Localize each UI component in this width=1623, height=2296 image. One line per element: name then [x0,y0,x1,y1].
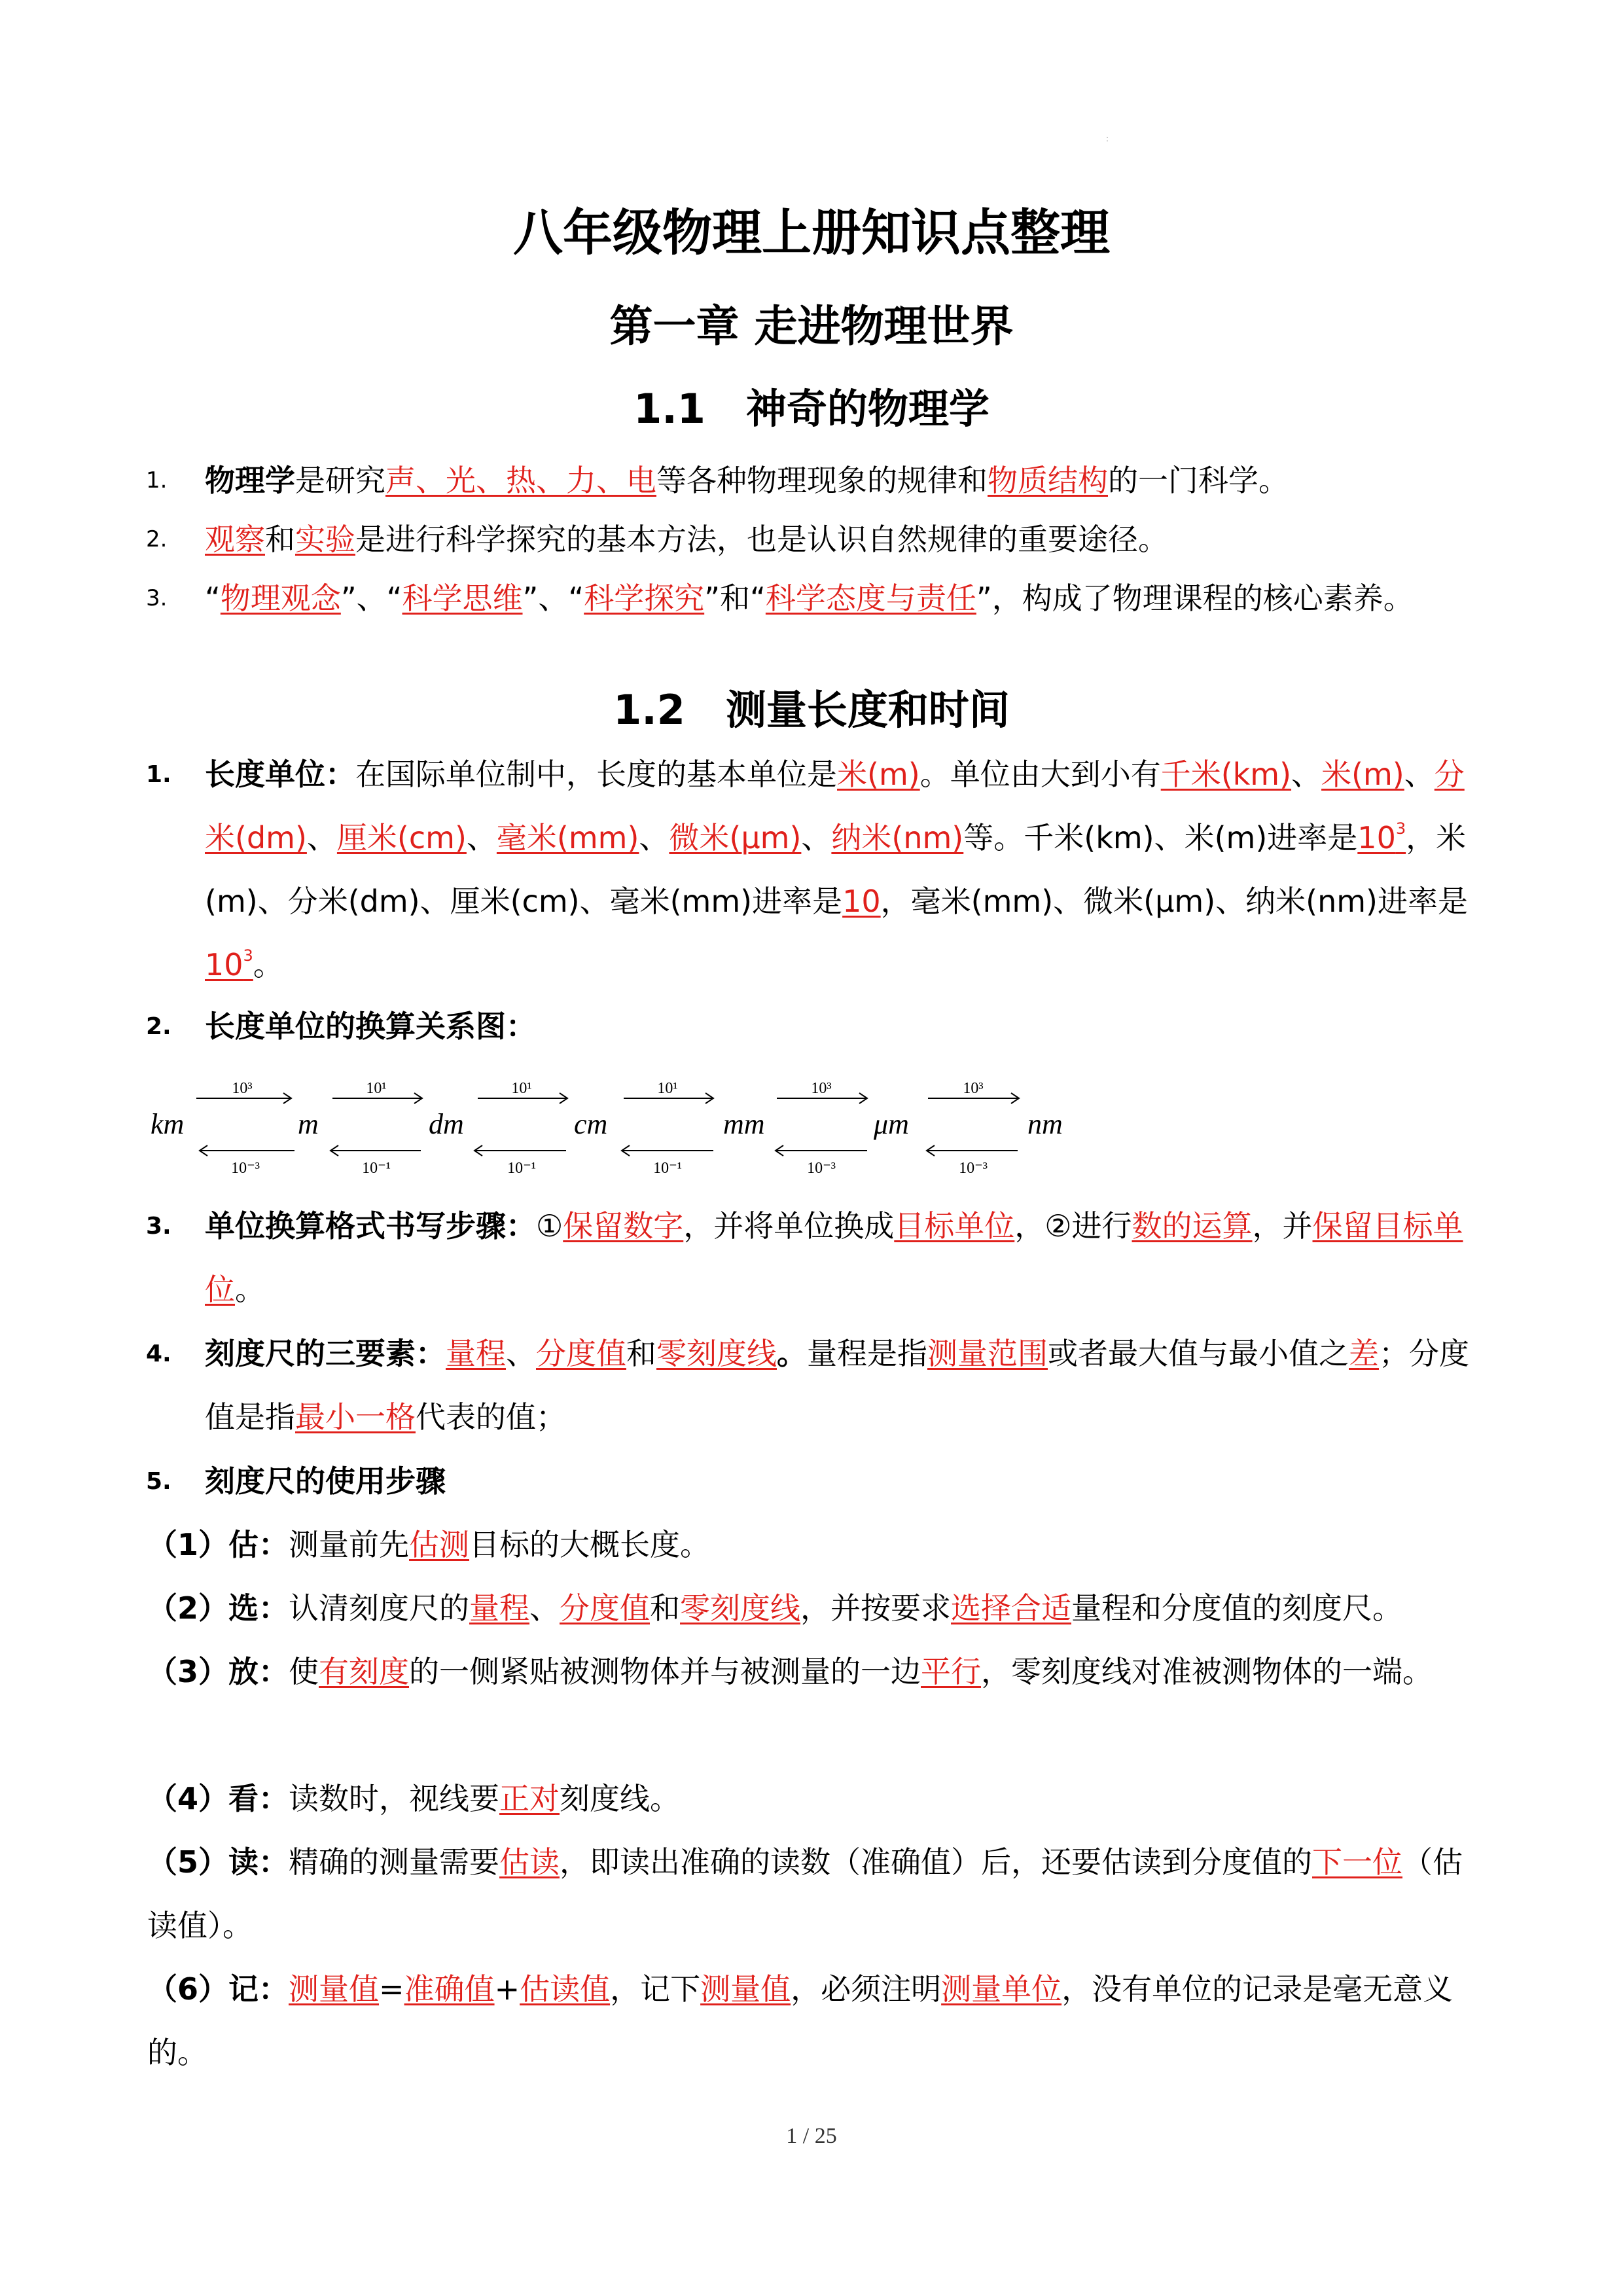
item-number: 2. [146,1013,171,1040]
item-number: 3. [146,585,168,611]
unit-conversion-diagram [147,1080,1129,1185]
page-number: 1 / 25 [786,2124,837,2148]
section-title-1-2: 1.2 测量长度和时间 [613,686,1010,734]
lower-rate-label: 10⁻¹ [362,1160,391,1177]
lower-rate-label: 10⁻³ [231,1160,260,1177]
upper-rate-label: 10³ [232,1080,253,1097]
unit-label: mm [723,1108,765,1140]
doc-title: 八年级物理上册知识点整理 [513,204,1110,262]
lower-rate-label: 10⁻³ [807,1160,836,1177]
chapter-title: 第一章 走进物理世界 [609,301,1014,351]
section-title-1-1: 1.1 神奇的物理学 [633,385,990,433]
upper-rate-label: 10³ [811,1080,832,1097]
lower-rate-label: 10⁻¹ [507,1160,536,1177]
lower-rate-label: 10⁻¹ [653,1160,682,1177]
upper-rate-label: 10¹ [657,1080,678,1097]
step-estimate: （1）估：测量前先估测目标的大概长度。 [147,1527,711,1562]
unit-label: m [298,1108,319,1140]
unit-label: dm [429,1108,464,1140]
upper-rate-label: 10³ [963,1080,984,1097]
item-number: 4. [146,1340,171,1367]
step-read: （5）读：精确的测量需要估读，即读出准确的读数（准确值）后，还要估读到分度值的下一位（估读值）。 [147,1844,1463,1943]
step-record: （6）记：测量值=准确值+估读值，记下测量值，必须注明测量单位，没有单位的记录是毫无意义的。 [147,1971,1454,2070]
unit-label: μm [874,1108,909,1140]
unit-label: cm [574,1108,608,1140]
item-number: 1. [146,761,171,788]
scan-mark: : [1106,134,1109,143]
item-number: 1. [146,467,168,493]
step-select: （2）选：认清刻度尺的量程、分度值和零刻度线，并按要求选择合适量程和分度值的刻度尺。 [147,1590,1403,1626]
unit-label: km [151,1108,185,1140]
conversion-svg [147,1080,1129,1185]
item-number: 2. [146,526,168,552]
upper-rate-label: 10¹ [366,1080,387,1097]
document-page: : 八年级物理上册知识点整理 第一章 走进物理世界 1.1 神奇的物理学 1. 物理学是研究声、光、热、力、电等各种物理现象的规律和物质结构的一门科学。 2. 观察和实验是进行科学探究的基本方法，也是认识自然规律的重要途径。 3. “物理观念”、“科学思维”、“科学探究”和“科学态度与责任”，构成了物理课程的核心素养。 1.2 测量长度和时间 1. 长度单位：在国际单位制中，长度的基本单位是米(m)。单位由大到小有千米(km)、米(m)、分米(dm)、厘米(cm)、毫米(mm)、微米(μm)、纳米(nm)等。千米(km)、米(m)进率是$10^3$，米(m)、分米(dm)、厘米(cm)、毫米(mm)进率是10，毫米(mm)、微米(μm)、纳米(nm)进率是$10^3$。 2. 长度单位的换算关系图： 10³ 10¹ 10¹ 10¹ 10³ 10³ 10⁻³ 10⁻¹ 10⁻¹ 10⁻¹ 10⁻³ 10⁻³ km m dm cm mm μm nm 3. 单位换算格式书写步骤：①保留数字，并将单位换成目标单位，②进行数的运算，并保留目标单位。 4. 刻度尺的三要素：量程、分度值和零刻度线。量程是指测量范围或者最大值与最小值之差；分度值是指最小一格代表的值； 5. 刻度尺的使用步骤 （1）估：测量前先估测目标的大概长度。 （2）选：认清刻度尺的量程、分度值和零刻度线，并按要求选择合适量程和分度值的刻度尺。 （3）放：使有刻度的一侧紧贴被测物体并与被测量的一边平行，零刻度线对准被测物体的一端。 （4）看：读数时，视线要正对刻度线。 （5）读：精确的测量需要估读，即读出准确的读数（准确值）后，还要估读到分度值的下一位（估读值）。 （6）记：测量值=准确值+估读值，记下测量值，必须注明测量单位，没有单位的记录是毫无意义的。 1 / 25 [0,0,1623,2296]
item-number: 5. [146,1468,171,1495]
item-number: 3. [146,1213,171,1240]
unit-label: nm [1027,1108,1063,1140]
step-look: （4）看：读数时，视线要正对刻度线。 [147,1781,681,1816]
step-place: （3）放：使有刻度的一侧紧贴被测物体并与被测量的一边平行，零刻度线对准被测物体的一端。 [147,1654,1433,1689]
upper-rate-label: 10¹ [511,1080,532,1097]
lower-rate-label: 10⁻³ [959,1160,988,1177]
